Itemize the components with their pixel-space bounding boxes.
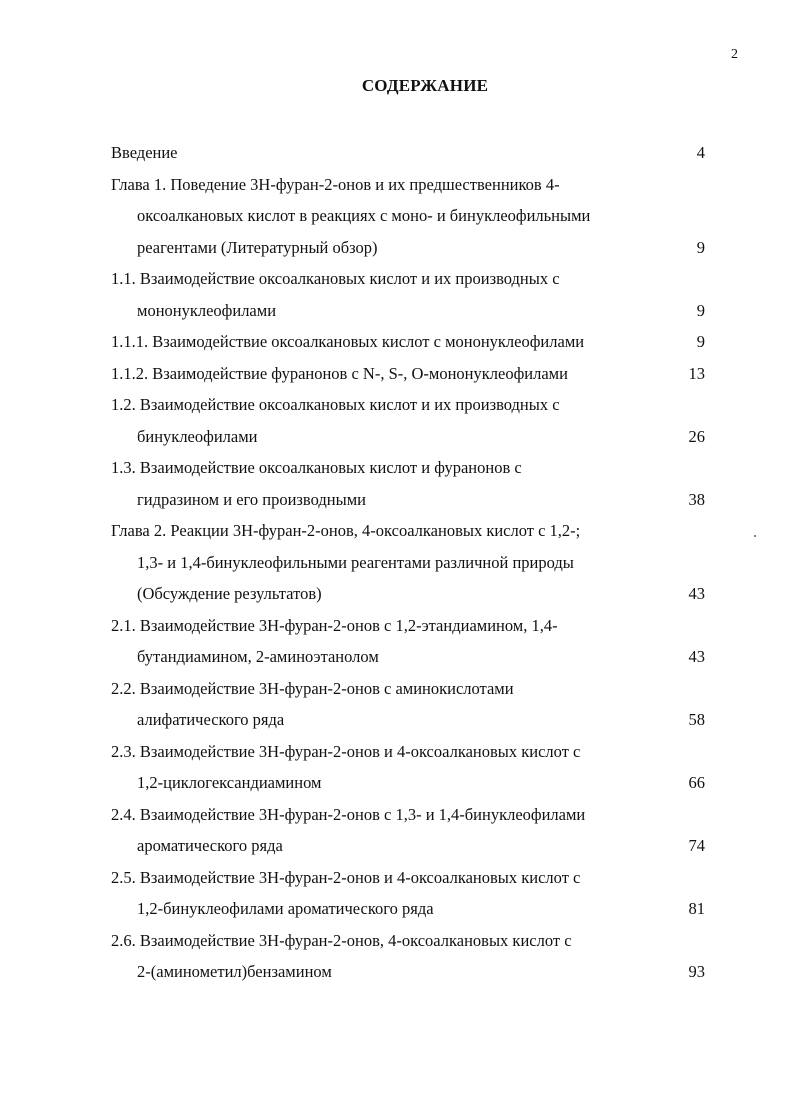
toc-entry-line bbox=[0, 515, 794, 547]
toc-page-number: 9 bbox=[696, 300, 705, 320]
toc-page-number: 38 bbox=[688, 489, 705, 509]
toc-entry-text: 2.6. Взаимодействие 3H-фуран-2-онов, 4-оксоалкановых кислот с bbox=[111, 930, 572, 950]
toc-entry-text: Введение bbox=[111, 143, 178, 162]
toc-entry-line bbox=[0, 925, 794, 957]
toc-entry-line bbox=[0, 610, 794, 642]
toc-entry-line bbox=[0, 547, 794, 579]
toc-entry-text: 2.3. Взаимодействие 3H-фуран-2-онов и 4-оксоалкановых кислот с bbox=[111, 741, 581, 761]
toc-entry-text: 1.2. Взаимодействие оксоалкановых кислот и их производных с bbox=[111, 395, 560, 414]
page-number: 2 bbox=[731, 47, 738, 62]
toc-entry-text: реагентами (Литературный обзор) bbox=[137, 237, 378, 257]
toc-entry-line bbox=[0, 200, 794, 232]
toc-entry-text: бутандиамином, 2-аминоэтанолом bbox=[137, 647, 379, 666]
toc-entry-line bbox=[0, 830, 794, 862]
toc-entry-text: (Обсуждение результатов) bbox=[137, 584, 322, 603]
toc-entry-line bbox=[0, 326, 794, 358]
toc-page-number: 93 bbox=[688, 962, 705, 981]
toc-page-number: 43 bbox=[688, 584, 705, 603]
toc-page-number: 43 bbox=[688, 647, 705, 666]
toc-entry-line bbox=[0, 169, 794, 201]
toc-entry-line bbox=[0, 452, 794, 484]
toc-entry-line bbox=[0, 421, 794, 453]
toc-entry-line bbox=[0, 673, 794, 705]
toc-entry-line bbox=[0, 704, 794, 736]
toc-entry-text: Глава 2. Реакции 3H-фуран-2-онов, 4-оксоалкановых кислот с 1,2-; bbox=[111, 521, 581, 540]
toc-entry-line bbox=[0, 263, 794, 295]
toc-entry-text: 2.4. Взаимодействие 3H-фуран-2-онов с 1,3- и 1,4-бинуклеофилами bbox=[111, 804, 586, 824]
toc-entry-line bbox=[0, 799, 794, 831]
toc-entry-text: 1.1. Взаимодействие оксоалкановых кислот и их производных с bbox=[111, 269, 560, 288]
toc-entry-text: 2.2. Взаимодействие 3H-фуран-2-онов с аминокислотами bbox=[111, 678, 514, 698]
scan-speck bbox=[754, 535, 756, 537]
toc-page-number: 9 bbox=[696, 237, 705, 257]
toc-page-number: 9 bbox=[696, 332, 705, 351]
toc-page-number: 26 bbox=[688, 426, 705, 446]
toc-entry-text: ароматического ряда bbox=[137, 836, 283, 855]
toc-entry-line bbox=[0, 358, 794, 390]
toc-entry-text: алифатического ряда bbox=[137, 710, 285, 729]
toc-entry-line bbox=[0, 137, 794, 169]
toc-page-number: 74 bbox=[688, 836, 705, 855]
toc-entry-text: 1.3. Взаимодействие оксоалкановых кислот и фуранонов с bbox=[111, 458, 522, 477]
toc-entry-text: 1,2-бинуклеофилами ароматического ряда bbox=[137, 899, 434, 918]
toc-entry-line bbox=[0, 862, 794, 894]
toc-entry-text: 1.1.2. Взаимодействие фуранонов с N-, S-, O-мононуклеофилами bbox=[111, 363, 568, 383]
toc-entry-line bbox=[0, 767, 794, 799]
toc-entry-text: 2.5. Взаимодействие 3H-фуран-2-онов и 4-оксоалкановых кислот с bbox=[111, 867, 581, 887]
toc-entry-text: 1,3- и 1,4-бинуклеофильными реагентами различной природы bbox=[137, 552, 574, 572]
toc-entry-line bbox=[0, 232, 794, 264]
toc-entry-line bbox=[0, 956, 794, 988]
toc-entry-text: бинуклеофилами bbox=[137, 426, 258, 446]
toc-entry-text: оксоалкановых кислот в реакциях с моно- и бинуклеофильными bbox=[137, 206, 591, 225]
toc-entry-text: мононуклеофилами bbox=[137, 300, 277, 320]
toc-entry-line bbox=[0, 736, 794, 768]
toc-entry-text: 2-(аминометил)бензамином bbox=[137, 962, 332, 981]
toc-page-number: 4 bbox=[696, 143, 705, 162]
toc-entry-text: гидразином и его производными bbox=[137, 489, 366, 509]
toc-entry-line bbox=[0, 295, 794, 327]
page-title: СОДЕРЖАНИЕ bbox=[361, 76, 489, 95]
toc-entry-line bbox=[0, 484, 794, 516]
toc-page-number: 66 bbox=[688, 773, 705, 792]
toc-page-number: 81 bbox=[688, 899, 705, 918]
toc-page-number: 13 bbox=[688, 363, 705, 383]
toc-entry-text: 1,2-циклогександиамином bbox=[137, 773, 322, 792]
toc-entry-line bbox=[0, 578, 794, 610]
toc-entry-text: 1.1.1. Взаимодействие оксоалкановых кислот с мононуклеофилами bbox=[111, 332, 585, 351]
toc-entry-line bbox=[0, 389, 794, 421]
table-of-contents bbox=[0, 137, 794, 988]
toc-page-number: 58 bbox=[688, 710, 705, 729]
toc-entry-text: 2.1. Взаимодействие 3H-фуран-2-онов с 1,2-этандиамином, 1,4- bbox=[111, 615, 558, 635]
toc-entry-line bbox=[0, 641, 794, 673]
toc-entry-line bbox=[0, 893, 794, 925]
toc-entry-text: Глава 1. Поведение 3H-фуран-2-онов и их предшественников 4- bbox=[111, 174, 560, 194]
